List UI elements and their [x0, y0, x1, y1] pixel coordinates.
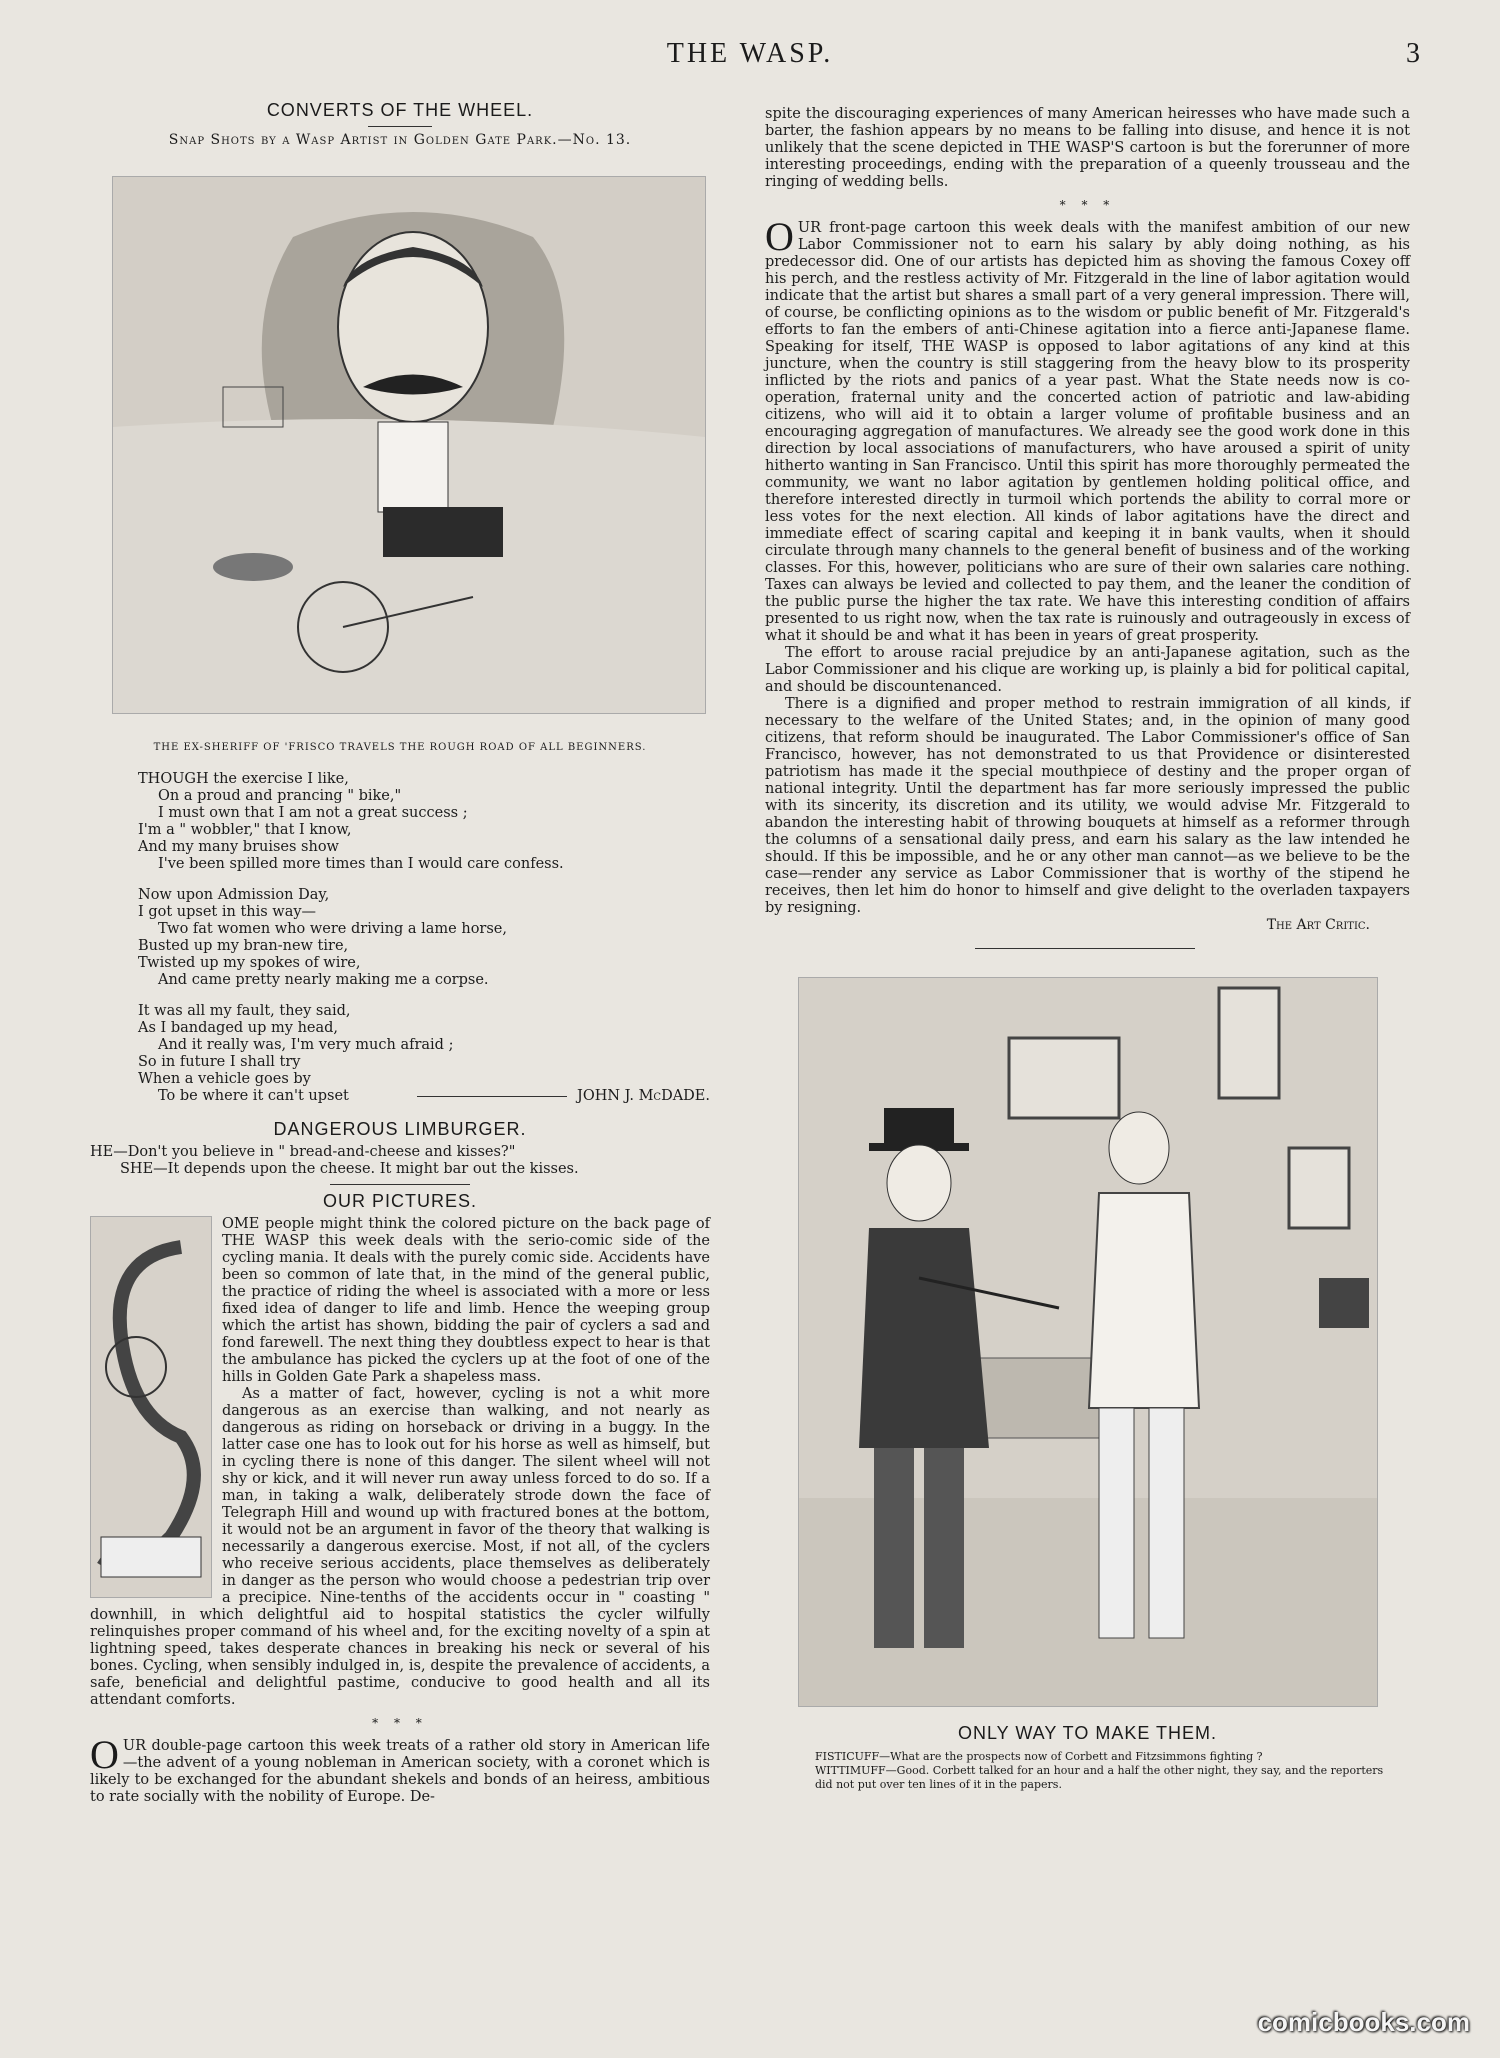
poem-line: And came pretty nearly making me a corpse. — [158, 972, 489, 988]
editorial-paragraph-3: The effort to arouse racial prejudice by an anti-Japanese agitation, such as the Labor Commissioner and his clique are working up, is plainly a bid for political capital, and should be discountenanced. — [765, 645, 1410, 695]
section-stars: * * * — [372, 1716, 428, 1730]
masthead — [0, 38, 1500, 74]
poem-line: Now upon Admission Day, — [138, 887, 330, 903]
poem-stanza — [138, 771, 710, 873]
limburger-dialogue — [90, 1144, 710, 1178]
poem-line: Twisted up my spokes of wire, — [138, 955, 361, 971]
editorial-paragraph-4: There is a dignified and proper method to restrain immigration of all kinds, if necessary to the welfare of the United States; and, in the opinion of many good citizens, that reform should be inaugurated. The Labor Commissioner's office of San Francisco, however, has not demonstrated to us that Providence or disinterested patriotism has made it the special mouthpiece of destiny and the proper organ of national integrity. Until the department has far more seriously impressed the public with its sincerity, its discretion and its utility, we would advise Mr. Fitzgerald to abandon the interesting habit of throwing bouquets at himself as a reformer through the columns of a sensational daily press, and earn his salary as the law intended he should. If this be impossible, and he or any other man cannot—as we believe to be the case—render any service as Labor Commissioner that is worthy of the stipend he receives, then let him do honor to himself and give delight to the overladen taxpayers by resigning. — [765, 696, 1410, 916]
right-column — [765, 106, 1410, 1792]
cartoon-illustration — [798, 977, 1378, 1707]
poem-line: THOUGH the exercise I like, — [138, 771, 349, 787]
poem-line: I must own that I am not a great success ; — [158, 805, 468, 821]
section-stars: * * * — [1059, 198, 1116, 212]
cyclist-s-ornament-icon — [91, 1217, 211, 1597]
two-gentlemen-drawing — [799, 978, 1377, 1706]
poem-stanza — [138, 887, 710, 989]
poem-line: And it really was, I'm very much afraid ; — [158, 1037, 454, 1053]
drop-cap-o: O — [90, 1732, 119, 1777]
site-watermark: comicbooks.com — [1257, 2007, 1470, 2037]
heading-rule — [368, 126, 432, 127]
poem-author: JOHN J. McDADE. — [577, 1088, 710, 1104]
decorative-s-initial — [90, 1216, 212, 1598]
pictures-heading: OUR PICTURES. — [322, 1191, 477, 1211]
poem-stanza — [138, 1003, 710, 1105]
poem — [138, 771, 710, 1105]
publication-title: THE WASP. — [666, 38, 834, 69]
poem-line: I've been spilled more times than I would care confess. — [158, 856, 564, 872]
converts-heading: CONVERTS OF THE WHEEL. — [266, 100, 534, 120]
page-number: 3 — [1406, 38, 1420, 69]
poem-line: I'm a " wobbler," that I know, — [138, 822, 352, 838]
drop-cap-o: O — [765, 214, 794, 259]
cartoon-line-wittimuff: WITTIMUFF—Good. Corbett talked for an hour and a half the other night, they say, and the reporters did not put over ten lines of it in the papers. — [815, 1764, 1384, 1791]
illustration-caption: THE EX-SHERIFF OF 'FRISCO TRAVELS THE ROUGH ROAD OF ALL BEGINNERS. — [153, 742, 647, 753]
pictures-paragraph-1: OME people might think the colored picture on the back page of THE WASP this week deals with the serio-comic side of the cycling mania. It deals with the purely comic side. Accidents have been so common of late that, in the mind of the general public, the practice of riding the wheel is associated with a more or less fixed idea of danger to life and limb. Hence the weeping group which the artist has shown, bidding the pair of cyclers a sad and fond farewell. The next thing they doubtless expect to hear is that the ambulance has picked the cyclers up at the foot of one of the hills in Golden Gate Park a shapeless mass. — [222, 1216, 710, 1385]
column-rule — [975, 948, 1195, 949]
poem-line: And my many bruises show — [138, 839, 339, 855]
poem-line: It was all my fault, they said, — [138, 1003, 351, 1019]
editorial-credit: The Art Critic. — [1266, 917, 1370, 933]
left-column — [90, 100, 710, 1806]
editorial — [765, 106, 1410, 934]
editorial-paragraph-2: OUR front-page cartoon this week deals with the manifest ambition of our new Labor Commissioner not to earn his salary by ably doing nothing, as his predecessor did. One of our artists has depicted him as shoving the famous Coxey off his perch, and the restless activity of Mr. Fitzgerald in the line of labor agitation would indicate that the artist but shares a small part of a very general impression. There will, of course, be conflicting opinions as to the wisdom or public benefit of Mr. Fitzgerald's efforts to fan the embers of anti-Chinese agitation into a fierce anti-Japanese flame. Speaking for itself, THE WASP is opposed to labor agitations of any kind at this juncture, when the country is still staggering from the heavy blow to its prosperity inflicted by the riots and panics of a year past. What the State needs now is co-operation, fraternal unity and the concerted action of patriotic and law-abiding citizens, who will aid it to obtain a larger volume of profitable business and an encouraging aggregation of manufactures. We already see the good work done in this direction by local associations of manufacturers, who have aroused a spirit of unity hitherto wanting in San Francisco. Until this spirit has more thoroughly permeated the community, we want no labor agitation by gentlemen holding political office, and therefore interested directly in turmoil which portends the ability to corral more or less votes for the next election. All kinds of labor agitations have the direct and immediate effect of scaring capital and keeping it in bank vaults, when it should circulate through many channels to the general benefit of business and of the working classes. For this, however, politicians who are sure of their own salaries care nothing. Taxes can always be levied and collected to pay them, and the leaner the condition of the public purse the higher the tax rate. We have this interesting condition of affairs presented to us right now, when the tax rate is ruinously and outrageously in excess of what it should be and what it has been in years of great prosperity. — [765, 214, 1410, 644]
poem-line: When a vehicle goes by — [138, 1071, 311, 1087]
signature-rule — [417, 1096, 567, 1097]
cartoon-dialogue — [805, 1750, 1385, 1792]
limburger-line-he: HE—Don't you believe in " bread-and-cheese and kisses?" — [90, 1144, 516, 1160]
limburger-heading: DANGEROUS LIMBURGER. — [273, 1119, 527, 1139]
poem-line: On a proud and prancing " bike," — [158, 788, 402, 804]
poem-line: So in future I shall try — [138, 1054, 301, 1070]
cartoon-title: ONLY WAY TO MAKE THEM. — [957, 1723, 1218, 1743]
converts-subtitle: Snap Shots by a Wasp Artist in Golden Gate Park.—No. 13. — [168, 132, 632, 148]
sheriff-illustration — [112, 176, 706, 714]
pictures-paragraph-3: OUR double-page cartoon this week treats of a rather old story in American life—the advent of a young nobleman in American society, with a coronet which is likely to be exchanged for the abundant shekels and bonds of an heiress, ambitious to rate socially with the nobility of Europe. De- — [90, 1732, 710, 1805]
pictures-paragraph-2: As a matter of fact, however, cycling is not a whit more dangerous as an exercise than walking, and not nearly as dangerous as riding on horseback or driving in a buggy. In the latter case one has to look out for his horse as well as himself, but in cycling there is none of this danger. The silent wheel will not shy or kick, and it will never run away unless forced to do so. If a man, in taking a walk, deliberately strode down the face of Telegraph Hill and wound up with fractured bones at the bottom, it would not be an argument in favor of the theory that walking is necessarily a dangerous exercise. Most, if not all, of the cyclers who receive serious accidents, place themselves as deliberately in danger as the person who would choose a pedestrian trip over a precipice. Nine-tenths of the accidents occur in " coasting " downhill, in which delightful aid to hospital statistics the cycler wilfully relinquishes proper command of his wheel and, for the exciting novelty of a spin at lightning speed, takes desperate chances in breaking his neck or several of his bones. Cycling, when sensibly indulged in, is, despite the prevalence of accidents, a safe, beneficial and delightful pastime, conducive to good health and all its attendant comforts. — [90, 1386, 710, 1708]
poem-line: Busted up my bran-new tire, — [138, 938, 349, 954]
limburger-line-she: SHE—It depends upon the cheese. It might bar out the kisses. — [120, 1161, 579, 1177]
poem-final-line — [138, 1088, 710, 1105]
poem-line: I got upset in this way— — [138, 904, 317, 920]
poem-line: Two fat women who were driving a lame horse, — [158, 921, 507, 937]
pictures-article — [90, 1216, 710, 1806]
sheriff-cyclist-drawing — [113, 177, 705, 713]
poem-line: As I bandaged up my head, — [138, 1020, 339, 1036]
section-rule — [330, 1184, 470, 1185]
cartoon-line-fisticuff: FISTICUFF—What are the prospects now of Corbett and Fitzsimmons fighting ? — [815, 1750, 1263, 1763]
poem-line: To be where it can't upset — [158, 1088, 349, 1104]
editorial-paragraph-1: spite the discouraging experiences of many American heiresses who have made such a barter, the fashion appears by no means to be falling into disuse, and hence it is not unlikely that the scene depicted in THE WASP'S cartoon is but the forerunner of more interesting proceedings, ending with the preparation of a queenly trousseau and the ringing of wedding bells. — [765, 106, 1410, 190]
